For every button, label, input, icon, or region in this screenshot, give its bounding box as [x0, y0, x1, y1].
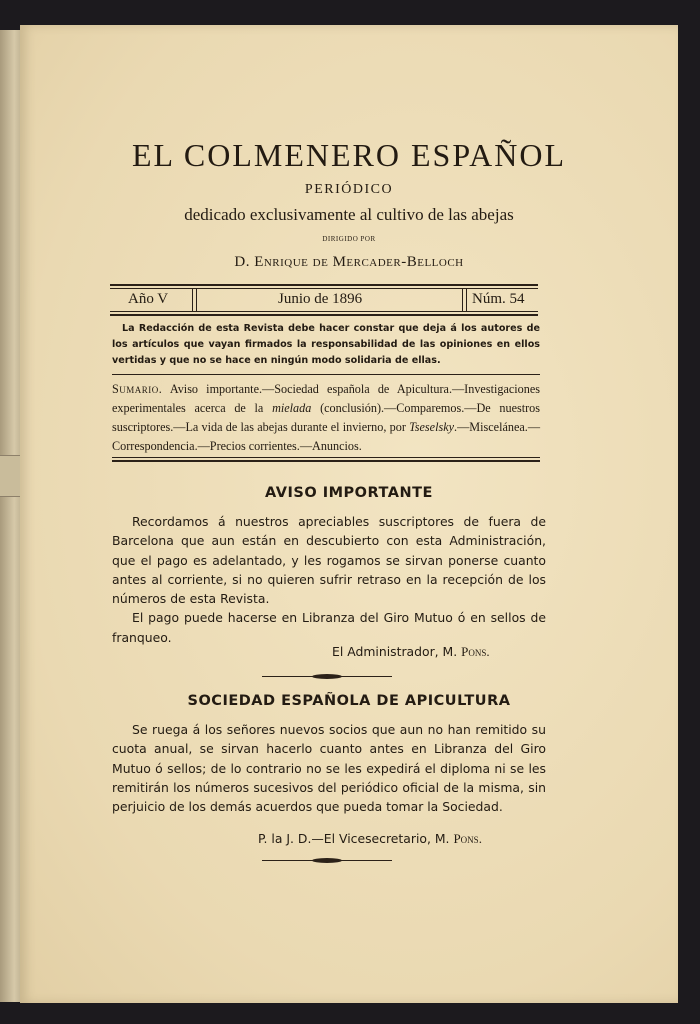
issue-divider [192, 289, 197, 311]
sociedad-signature-role: P. la J. D.—El Vicesecretario, M. [258, 831, 450, 846]
issue-divider [462, 289, 467, 311]
section-divider [262, 676, 392, 677]
masthead-title: EL COLMENERO ESPAÑOL [131, 137, 567, 173]
sociedad-signature [258, 831, 482, 847]
sumario-mielada: mielada [272, 401, 312, 415]
infobar-bottom-rule [110, 314, 538, 316]
sociedad-paragraph-1: Se ruega á los señores nuevos socios que aun no han remitido su cuota anual, se sirvan hacerlo cuanto antes en Libranza del Giro Mutuo ó sellos; de lo contrario no se les expedirá el diploma ni se les remitirán los números sucesivos del periódico oficial de la misma, sin perjuicio de los demás acuerdos que pueda tomar la Sociedad. [112, 722, 546, 815]
sumario-bottom-rule [112, 457, 540, 458]
director-label: DIRIGIDO POR [322, 235, 376, 243]
sumario-label: Sumario. [112, 382, 163, 396]
aviso-paragraph-2: El pago puede hacerse en Libranza del Giro Mutuo ó en sellos de franqueo. [112, 610, 546, 645]
sumario [112, 380, 540, 456]
sociedad-signature-name: Pons. [453, 831, 482, 846]
issue-year: Año V [128, 291, 169, 307]
sumario-part2: (conclusión).—Comparemos.—De nuestros suscriptores.—La vida de las abejas durante el invierno, por [112, 401, 541, 434]
aviso-body [112, 512, 546, 647]
aviso-signature-role: El Administrador, M. [332, 644, 458, 659]
aviso-signature-name: Pons. [461, 644, 490, 659]
sumario-top-rule [112, 374, 540, 375]
masthead-subtitle: PERIÓDICO [304, 182, 394, 197]
sumario-part1: Aviso importante.—Sociedad española de Apicultura.—Investigaciones experimentales acerca de la [112, 382, 540, 415]
end-divider [262, 860, 392, 861]
sumario-bottom-rule-2 [112, 460, 540, 462]
aviso-heading: AVISO IMPORTANTE [265, 485, 433, 501]
sumario-author: Tseselsky [409, 420, 455, 434]
sociedad-body [112, 720, 546, 816]
issue-date: Junio de 1896 [278, 291, 363, 307]
masthead-description: dedicado exclusivamente al cultivo de las abejas [184, 205, 514, 224]
sociedad-heading: SOCIEDAD ESPAÑOLA DE APICULTURA [187, 693, 511, 709]
document-page [20, 25, 678, 1003]
infobar-top-rule [110, 284, 538, 286]
issue-info-bar [110, 289, 538, 313]
infobar-bottom-rule-thin [110, 311, 538, 312]
aviso-paragraph-1: Recordamos á nuestros apreciables suscriptores de fuera de Barcelona que aun están en descubierto con esta Administración, que el pago es adelantado, y les rogamos se sirvan ponerse cuanto antes al corriente, si no quieren sufrir retraso en la recepción de los números de esta Revista. [112, 514, 546, 607]
editorial-notice: La Redacción de esta Revista debe hacer constar que deja á los autores de los artículos que vayan firmados la responsabilidad de las opiniones en ellos vertidas y que no se hace en ningún modo solidaria de ellas. [112, 323, 540, 366]
aviso-signature [332, 644, 490, 660]
sumario-part3: .—Miscelánea.—Correspondencia.—Precios corrientes.—Anuncios. [112, 420, 541, 453]
director-name: D. Enrique de Mercader-Belloch [234, 254, 464, 270]
issue-number: Núm. 54 [472, 291, 525, 307]
